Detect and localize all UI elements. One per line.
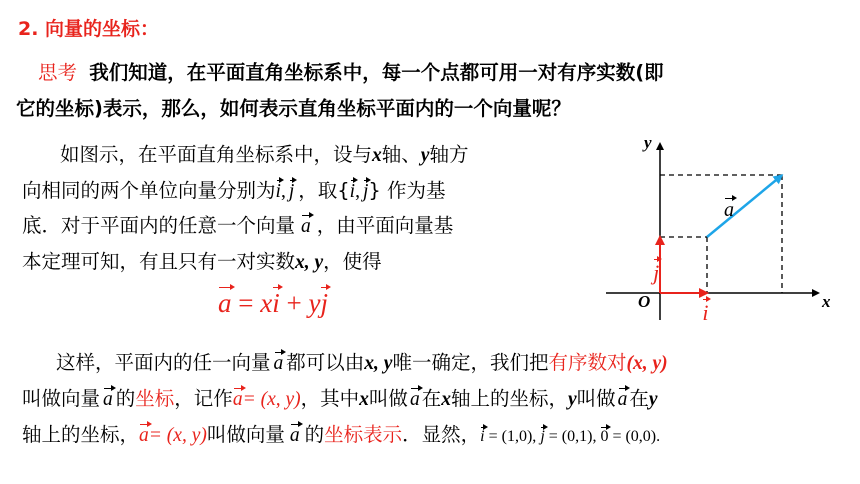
eq-zero: = (0,0). — [608, 428, 661, 445]
para-text: ，取{ — [298, 179, 350, 202]
bottom-text: 叫做 — [576, 387, 616, 410]
bottom-text: 的 — [304, 423, 325, 446]
para-text: } 作为基 — [368, 179, 446, 202]
diagram-vector-i-label: i — [702, 300, 709, 325]
var-y: y — [648, 389, 658, 410]
formula-plus: + — [279, 288, 309, 318]
para-line-4 — [22, 246, 382, 274]
vector-j: j — [362, 181, 369, 202]
var-x: x — [359, 389, 369, 410]
para-text: 轴、 — [381, 143, 421, 166]
formula — [218, 288, 328, 319]
vector-a: a — [617, 389, 628, 410]
bottom-text: 在 — [421, 387, 442, 410]
vector-a: a — [409, 389, 420, 410]
var-x: x — [441, 389, 451, 410]
vector-zero: 0 — [600, 428, 609, 445]
para-text: 本定理可知，有且只有一对实数 — [22, 250, 296, 273]
vector-j: j — [288, 181, 295, 202]
notation-a-xy: = (x, y) — [148, 425, 207, 446]
diagram-vector-j-label: j — [653, 260, 660, 285]
eq-j: = (0,1), — [544, 428, 601, 445]
bottom-text: 这样，平面内的任一向量 — [56, 351, 271, 374]
para-text: ，由平面向量基 — [316, 214, 454, 237]
dashed-guides — [660, 175, 782, 293]
bottom-line-2 — [22, 383, 658, 411]
vector-a-arrow — [707, 176, 781, 237]
bottom-text: ，其中 — [300, 387, 360, 410]
para-text: ，使得 — [323, 250, 382, 273]
formula-j: j — [320, 288, 328, 318]
x-axis-label: x — [822, 292, 831, 311]
para-text: 底．对于平面内的任意一个向量 — [22, 214, 296, 237]
para-text: 如图示，在平面直角坐标系中，设与 — [60, 143, 373, 166]
vector-a: a — [289, 425, 300, 446]
para-line-3 — [22, 210, 453, 238]
y-axis-label: y — [644, 133, 652, 152]
bottom-text: 叫做向量 — [206, 423, 285, 446]
vector-a: a — [273, 353, 284, 374]
bottom-text: 唯一确定，我们把 — [392, 351, 549, 374]
ordered-pair-term: 有序数对 — [548, 351, 627, 374]
think-line-2: 它的坐标)表示，那么，如何表示直角坐标平面内的一个向量呢？ — [16, 97, 571, 120]
bottom-text: 轴上的坐标， — [22, 423, 140, 446]
coordinate-term: 坐标 — [135, 387, 175, 410]
var-x: x — [372, 145, 382, 166]
bottom-text: ，记作 — [174, 387, 233, 410]
para-line-2: 向相同的两个单位向量分别为i, j ，取{i, j} 作为基 — [22, 179, 446, 202]
vector-a: a — [232, 389, 243, 410]
bottom-text: 都可以由 — [286, 351, 365, 374]
para-text: 轴方 — [429, 143, 469, 166]
vector-a: a — [139, 425, 149, 446]
var-y: y — [567, 389, 577, 410]
section-title: 2. 向量的坐标： — [18, 18, 160, 40]
think-line-1 — [38, 57, 664, 85]
bottom-text: ．显然， — [402, 423, 481, 446]
formula-a: a — [218, 288, 232, 318]
vector-a: a — [103, 389, 113, 410]
bottom-text: 叫做向量 — [22, 387, 101, 410]
ordered-pair-xy: (x, y) — [626, 353, 668, 374]
bottom-text: 的 — [115, 387, 136, 410]
formula-y: y — [308, 288, 321, 318]
bottom-text: 叫做 — [368, 387, 408, 410]
bottom-text: 轴上的坐标， — [450, 387, 568, 410]
var-xy: x, y — [295, 252, 324, 273]
vector-i: i — [480, 428, 485, 445]
vector-i: i — [275, 181, 281, 202]
vector-j: j — [540, 428, 545, 445]
bottom-line-1 — [56, 347, 668, 375]
formula-i: i — [272, 288, 280, 318]
var-y: y — [420, 145, 430, 166]
bottom-text: 在 — [629, 387, 649, 410]
think-label: 思考 — [38, 61, 78, 84]
notation-a-xy: = (x, y) — [242, 389, 301, 410]
vector-i: i — [349, 181, 356, 202]
origin-label: O — [638, 292, 651, 311]
para-line-1 — [60, 139, 468, 167]
eq-i: = (1,0), — [484, 428, 541, 445]
formula-x: x — [260, 288, 273, 318]
comma: , — [280, 181, 286, 202]
coordinate-diagram — [600, 130, 845, 330]
formula-eq: = — [231, 288, 261, 318]
think-text-1: 我们知道，在平面直角坐标系中，每一个点都可用一对有序实数(即 — [89, 61, 664, 84]
para-text: 向相同的两个单位向量分别为 — [22, 179, 276, 202]
bottom-line-3 — [22, 419, 660, 447]
var-xy: x, y — [364, 353, 393, 374]
coordinate-representation-term: 坐标表示 — [324, 423, 403, 446]
diagram-vector-a-label: a — [724, 199, 734, 221]
vector-a: a — [301, 216, 311, 237]
